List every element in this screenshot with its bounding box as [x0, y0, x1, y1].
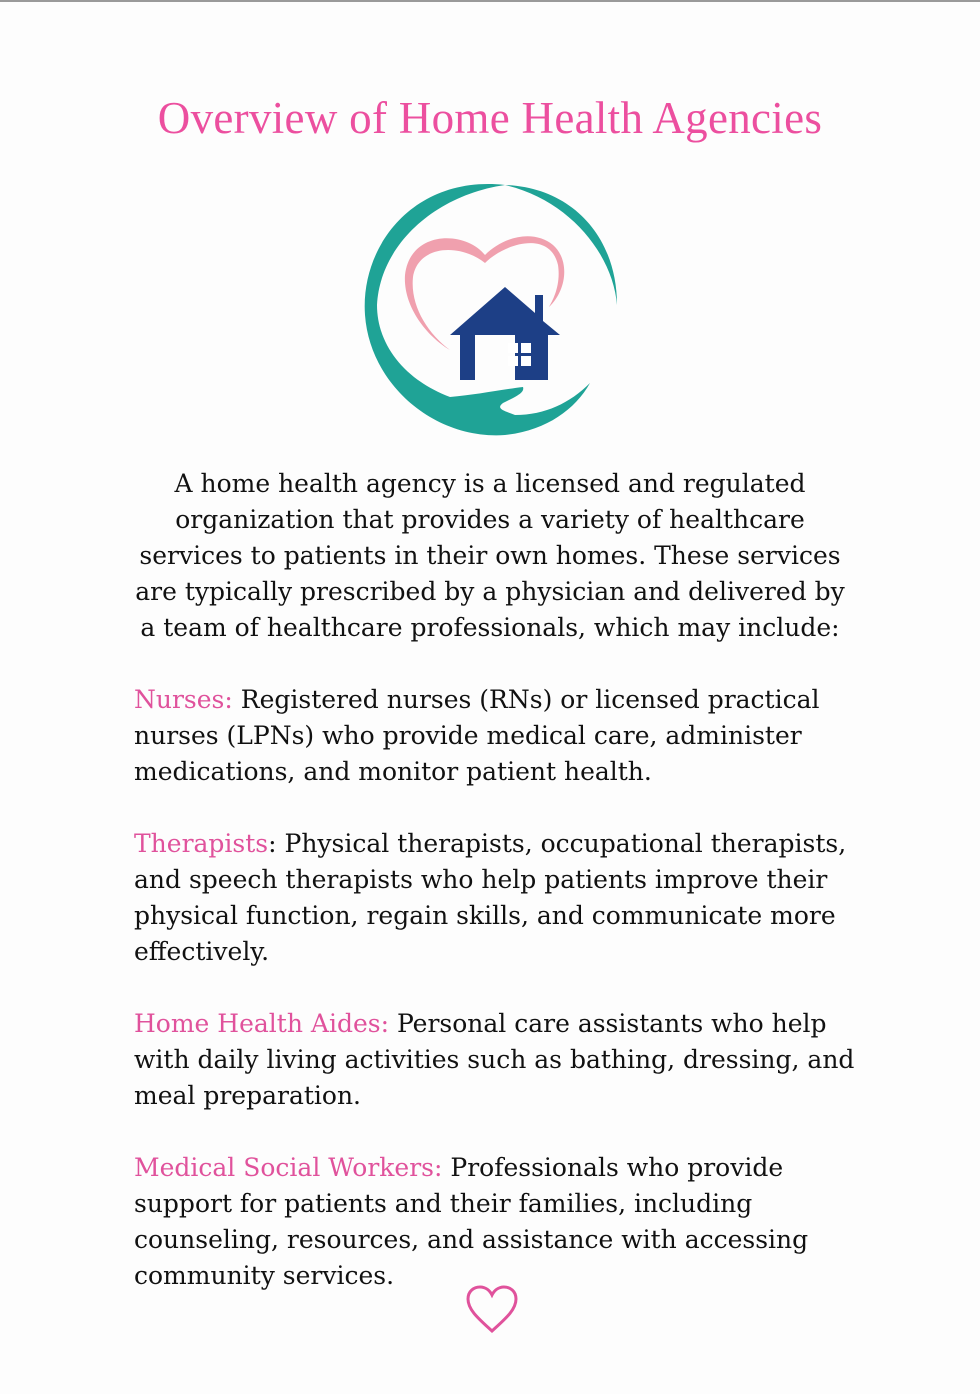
- item-text: medications, and monitor patient health.: [134, 757, 652, 786]
- item-text: meal preparation.: [134, 1081, 362, 1110]
- intro-line: a team of healthcare professionals, which may include:: [140, 613, 840, 642]
- list-item-medical-social-workers: [134, 1150, 894, 1294]
- item-text: Registered nurses (RNs) or licensed practical: [240, 685, 820, 714]
- page-title: Overview of Home Health Agencies: [157, 93, 823, 143]
- item-text: : Physical therapists, occupational therapists,: [268, 829, 847, 858]
- item-text: with daily living activities such as bathing, dressing, and: [134, 1045, 855, 1074]
- intro-line: organization that provides a variety of healthcare: [175, 505, 805, 534]
- item-label: Home Health Aides:: [134, 1009, 389, 1038]
- item-text: Personal care assistants who help: [396, 1009, 827, 1038]
- item-text: effectively.: [134, 937, 270, 966]
- item-text: counseling, resources, and assistance with accessing: [134, 1225, 809, 1254]
- list-item-therapists: [134, 826, 894, 970]
- top-border: [0, 0, 980, 2]
- item-text: nurses (LPNs) who provide medical care, administer: [134, 721, 802, 750]
- item-label: Nurses:: [134, 685, 233, 714]
- intro-line: A home health agency is a licensed and regulated: [174, 469, 806, 498]
- item-text: and speech therapists who help patients improve their: [134, 865, 828, 894]
- list-item-nurses: [134, 682, 894, 790]
- item-text: support for patients and their families, including: [134, 1189, 753, 1218]
- intro-paragraph: [0, 466, 980, 646]
- item-text: physical function, regain skills, and communicate more: [134, 901, 836, 930]
- item-text: community services.: [134, 1261, 395, 1290]
- heart-outline-icon: [465, 1285, 519, 1335]
- intro-line: services to patients in their own homes. These services: [139, 541, 841, 570]
- intro-line: are typically prescribed by a physician and delivered by: [135, 577, 845, 606]
- home-health-logo-icon: [355, 175, 625, 445]
- item-text: Professionals who provide: [450, 1153, 784, 1182]
- list-item-home-health-aides: [134, 1006, 894, 1114]
- item-label: Therapists: [134, 829, 269, 858]
- item-label: Medical Social Workers:: [134, 1153, 443, 1182]
